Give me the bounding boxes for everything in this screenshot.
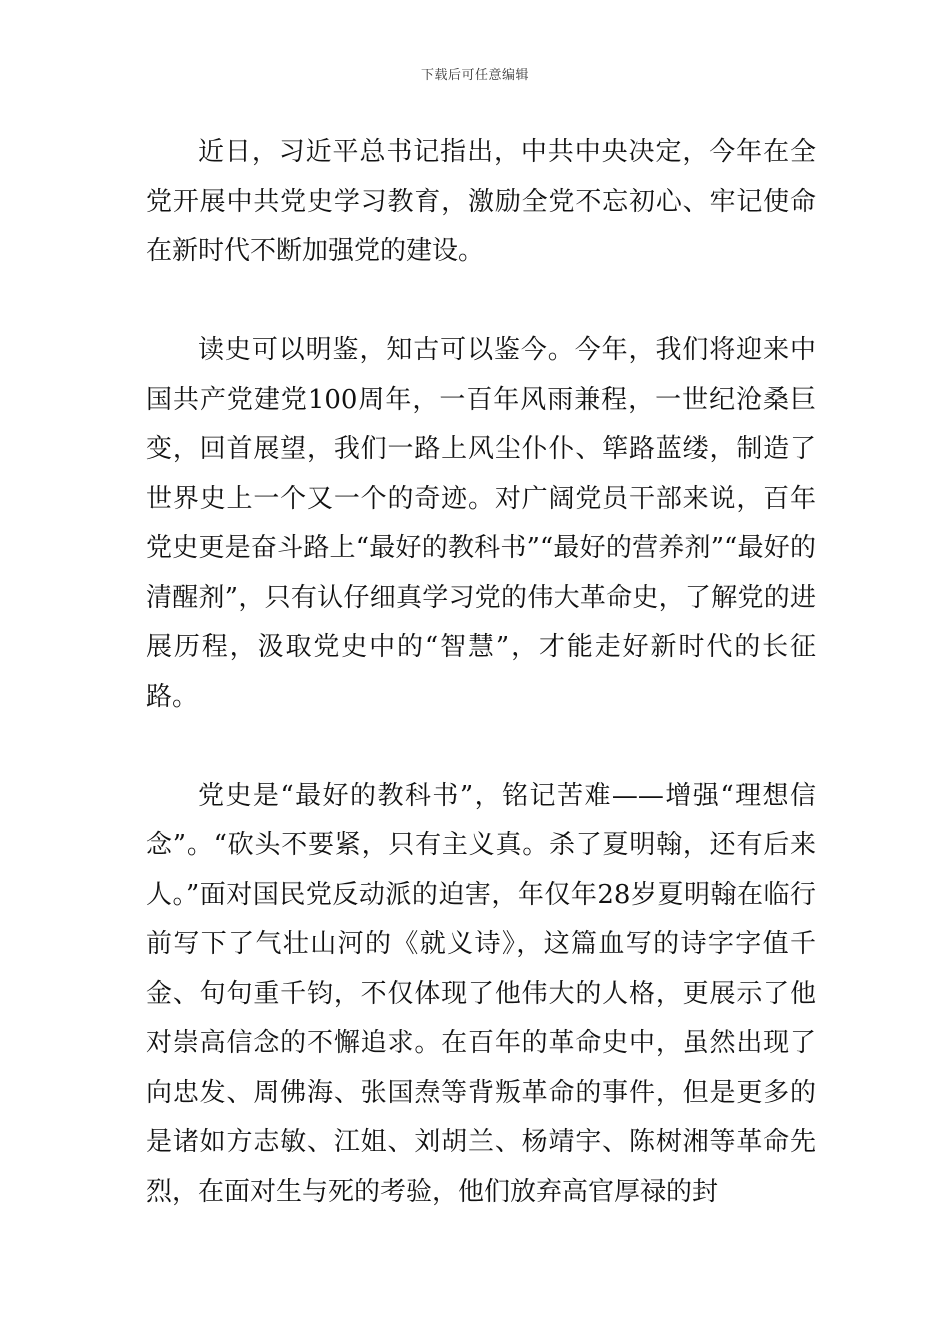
paragraph-2: 读史可以明鉴，知古可以鉴今。今年，我们将迎来中国共产党建党100周年，一百年风雨兼程，一世纪沧桑巨变，回首展望，我们一路上风尘仆仆、筚路蓝缕，制造了世界史上一个又一个的奇迹。对广阔党员干部来说，百年党史更是奋斗路上“最好的教科书”“最好的营养剂”“最好的清醒剂”，只有认仔细真学习党的伟大革命史，了解党的进展历程，汲取党史中的“智慧”，才能走好新时代的长征路。 (146, 335, 816, 712)
paragraph-1: 近日，习近平总书记指出，中共中央决定，今年在全党开展中共党史学习教育，激励全党不忘初心、牢记使命在新时代不断加强党的建设。 (146, 137, 816, 266)
page-header-note: 下载后可任意编辑 (420, 68, 529, 83)
document-body (146, 128, 816, 1217)
paragraph-3: 党史是“最好的教科书”，铭记苦难——增强“理想信念”。“砍头不要紧，只有主义真。杀了夏明翰，还有后来人。”面对国民党反动派的迫害，年仅年28岁夏明翰在临行前写下了气壮山河的《就义诗》，这篇血写的诗字字值千金、句句重千钧，不仅体现了他伟大的人格，更展示了他对崇高信念的不懈追求。在百年的革命史中，虽然出现了向忠发、周佛海、张国焘等背叛革命的事件，但是更多的是诸如方志敏、江姐、刘胡兰、杨靖宇、陈树湘等革命先烈，在面对生与死的考验，他们放弃高官厚禄的封 (146, 780, 816, 1207)
